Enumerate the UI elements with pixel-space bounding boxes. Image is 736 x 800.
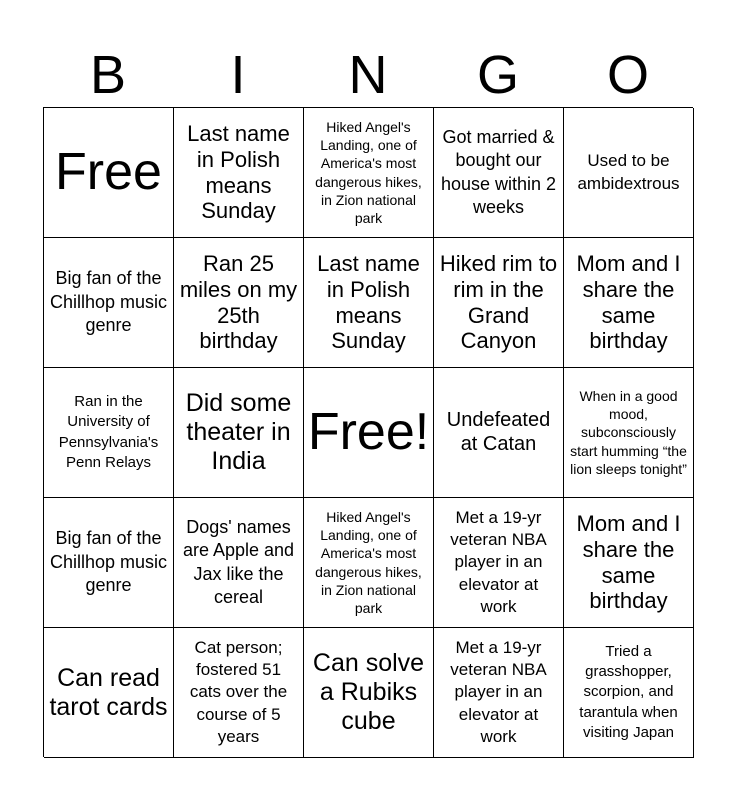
cell-text: Met a 19-yr veteran NBA player in an elevator at work (450, 638, 547, 746)
header-letter-i: I (230, 45, 246, 105)
cell-text: Got married & bought our house within 2 weeks (440, 126, 557, 217)
cell-text: Met a 19-yr veteran NBA player in an elevator at work (450, 508, 547, 616)
bingo-cell-r1c4[interactable] (434, 108, 564, 238)
bingo-cell-r4c1[interactable] (44, 498, 174, 628)
bingo-cell-r3c2[interactable] (174, 368, 304, 498)
cell-text: Tried a grasshopper, scorpion, and tarantula when visiting Japan (579, 642, 678, 742)
bingo-board (43, 107, 693, 757)
cell-text: Used to be ambidextrous (577, 151, 680, 193)
cell-text: Hiked Angel's Landing, one of America's most dangerous hikes, in Zion national park (315, 508, 422, 616)
cell-text: Last name in Polish means Sunday (317, 250, 420, 354)
bingo-cell-r4c3[interactable] (304, 498, 434, 628)
bingo-cell-r2c2[interactable] (174, 238, 304, 368)
bingo-cell-r3c4[interactable] (434, 368, 564, 498)
bingo-cell-r1c1[interactable] (44, 108, 174, 238)
header-letter-b: B (89, 45, 127, 105)
bingo-cell-r4c5[interactable] (564, 498, 694, 628)
bingo-cell-r2c4[interactable] (434, 238, 564, 368)
cell-text: Hiked Angel's Landing, one of America's most dangerous hikes, in Zion national park (315, 118, 422, 226)
bingo-cell-r5c1[interactable] (44, 628, 174, 758)
bingo-cell-r1c2[interactable] (174, 108, 304, 238)
cell-text: Big fan of the Chillhop music genre (49, 528, 168, 596)
header-letter-o: O (606, 45, 649, 105)
bingo-cell-r1c5[interactable] (564, 108, 694, 238)
bingo-cell-r3c5[interactable] (564, 368, 694, 498)
cell-text: Hiked rim to rim in the Grand Canyon (439, 250, 558, 354)
bingo-cell-r3c3[interactable] (304, 368, 434, 498)
cell-text: Can read tarot cards (49, 663, 168, 721)
bingo-cell-r2c5[interactable] (564, 238, 694, 368)
bingo-cell-r2c1[interactable] (44, 238, 174, 368)
cell-text: Dogs' names are Apple and Jax like the cereal (182, 516, 295, 607)
bingo-cell-r5c2[interactable] (174, 628, 304, 758)
bingo-cell-r5c4[interactable] (434, 628, 564, 758)
cell-text: Can solve a Rubiks cube (312, 649, 425, 735)
bingo-cell-r2c3[interactable] (304, 238, 434, 368)
header-letter-n: N (348, 45, 388, 105)
bingo-cell-r5c5[interactable] (564, 628, 694, 758)
cell-text: Mom and I share the same birthday (576, 250, 681, 354)
cell-text: Did some theater in India (185, 389, 292, 475)
cell-text: Free (55, 143, 162, 202)
cell-text: Mom and I share the same birthday (576, 510, 681, 614)
bingo-cell-r4c2[interactable] (174, 498, 304, 628)
cell-text: Ran in the University of Pennsylvania's Penn Relays (58, 392, 159, 471)
bingo-cell-r1c3[interactable] (304, 108, 434, 238)
cell-text free-space: Free! (307, 403, 430, 462)
bingo-header (43, 44, 693, 106)
cell-text: Big fan of the Chillhop music genre (49, 268, 168, 336)
header-letter-g: G (476, 45, 519, 105)
cell-text: Cat person; fostered 51 cats over the course of 5 years (189, 638, 288, 746)
cell-text: Undefeated at Catan (446, 409, 551, 455)
cell-text: When in a good mood, subconsciously start humming “the lion sleeps tonight” (570, 388, 687, 477)
cell-text: Last name in Polish means Sunday (187, 120, 290, 224)
cell-text: Ran 25 miles on my 25th birthday (179, 250, 298, 354)
bingo-cell-r4c4[interactable] (434, 498, 564, 628)
bingo-cell-r3c1[interactable] (44, 368, 174, 498)
bingo-cell-r5c3[interactable] (304, 628, 434, 758)
